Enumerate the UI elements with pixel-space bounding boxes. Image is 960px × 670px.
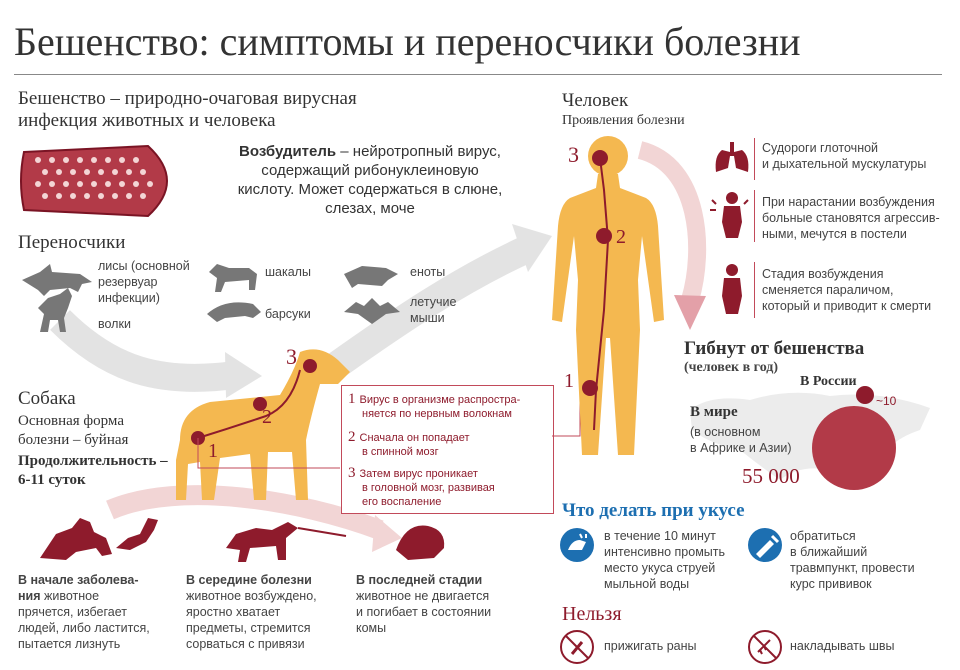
bats-label-2: мыши bbox=[410, 311, 445, 325]
virus-illustration bbox=[18, 140, 188, 222]
stage-early bbox=[18, 572, 178, 652]
human-lesion-2 bbox=[596, 228, 612, 244]
symptoms-arrowhead bbox=[674, 295, 706, 330]
pathogen-text-2: содержащий рибонуклеиновую bbox=[261, 162, 479, 179]
symptom-3-line-2: сменяется параличом, bbox=[762, 283, 894, 297]
symptom-1 bbox=[762, 140, 926, 172]
badger-icon bbox=[207, 302, 261, 322]
symptom-3-line-3: который и приводит к смерти bbox=[762, 299, 932, 313]
dont-cauterize: прижигать раны bbox=[604, 639, 697, 653]
foxes-label bbox=[98, 258, 190, 306]
paralysis-icon bbox=[712, 262, 755, 318]
stage-middle bbox=[186, 572, 346, 652]
todo-clinic bbox=[790, 528, 915, 592]
todo-clinic-2: в ближайший bbox=[790, 545, 868, 559]
dont-stitch: накладывать швы bbox=[790, 639, 895, 653]
stage-early-text-1: животное bbox=[40, 589, 100, 603]
world-note bbox=[690, 424, 792, 456]
stage-mid-text-3: предметы, стремится bbox=[186, 621, 311, 635]
todo-wash bbox=[604, 528, 725, 592]
syringe-icon bbox=[748, 528, 782, 562]
badgers-label: барсуки bbox=[265, 307, 311, 321]
page-title: Бешенство: симптомы и переносчики болезни bbox=[14, 19, 801, 64]
intro-line-1: Бешенство – природно-очаговая вирусная bbox=[18, 88, 357, 109]
dog-form-1: Основная форма bbox=[18, 413, 124, 429]
deaths-subheading: (человек в год) bbox=[684, 360, 779, 375]
dog-heading: Собака bbox=[18, 388, 76, 409]
spread-step-1-line-1: Вирус в организме распростра- bbox=[359, 394, 521, 406]
early-stage-person-icon bbox=[116, 518, 158, 550]
dog-number-3: 3 bbox=[286, 344, 297, 369]
dont-heading: Нельзя bbox=[562, 603, 622, 625]
foxes-label-2: резервуар bbox=[98, 275, 158, 289]
intro-text bbox=[18, 88, 357, 132]
raccoon-icon bbox=[344, 266, 398, 288]
spread-step-3-line-2: в головной мозг, развивая bbox=[362, 482, 495, 494]
mid-stage-dog-icon bbox=[226, 522, 298, 562]
symptom-2-line-1: При нарастании возбуждения bbox=[762, 195, 935, 209]
no-cauterize-icon bbox=[560, 630, 594, 664]
stage-mid-text-1: животное возбуждено, bbox=[186, 589, 317, 603]
agitated-person-icon bbox=[708, 190, 755, 242]
jackal-badger-icons bbox=[205, 258, 265, 328]
russia-bubble bbox=[856, 386, 874, 404]
symptom-2-line-3: ными, мечутся в постели bbox=[762, 227, 907, 241]
intro-line-2: инфекция животных и человека bbox=[18, 110, 276, 131]
stage-late-title: В последней стадии bbox=[356, 573, 483, 587]
todo-wash-4: мыльной воды bbox=[604, 577, 690, 591]
pathogen-text-1: – нейротропный вирус, bbox=[336, 143, 501, 160]
bats-label bbox=[410, 294, 456, 326]
symptom-3-line-1: Стадия возбуждения bbox=[762, 267, 884, 281]
stage-late-text-2: и погибает в состоянии bbox=[356, 605, 492, 619]
bat-icon bbox=[344, 298, 400, 324]
symptom-3 bbox=[762, 266, 931, 314]
russia-label: В России bbox=[800, 374, 857, 389]
spread-step-2-line-1: Сначала он попадает bbox=[359, 432, 470, 444]
spread-step-3-line-1: Затем вирус проникает bbox=[359, 468, 478, 480]
stage-silhouettes bbox=[36, 508, 456, 572]
spread-step-2-line-2: в спинной мозг bbox=[362, 446, 439, 458]
foxes-label-3: инфекции) bbox=[98, 291, 160, 305]
dog-lesion-3 bbox=[303, 359, 317, 373]
dog-duration bbox=[18, 452, 168, 490]
spread-step-3-number: 3 bbox=[348, 465, 356, 481]
symptom-1-line-2: и дыхательной мускулатуры bbox=[762, 157, 927, 171]
stage-late bbox=[356, 572, 526, 636]
stage-late-text-3: комы bbox=[356, 621, 387, 635]
human-lesion-3 bbox=[592, 150, 608, 166]
world-label: В мире bbox=[690, 404, 738, 420]
carriers-heading: Переносчики bbox=[18, 232, 126, 253]
stage-early-text-2: прячется, избегает bbox=[18, 605, 127, 619]
spread-step-2-number: 2 bbox=[348, 429, 356, 445]
human-figure bbox=[538, 130, 678, 465]
no-stitches-icon bbox=[748, 630, 782, 664]
spread-step-3-line-3: его воспаление bbox=[362, 496, 442, 508]
box-connector-lines bbox=[190, 380, 590, 490]
world-note-2: в Африке и Азии) bbox=[690, 441, 792, 455]
world-bubble bbox=[812, 406, 896, 490]
leash-icon bbox=[298, 528, 346, 536]
pathogen-text-4: слезах, моче bbox=[325, 200, 415, 217]
fox-wolf-icons bbox=[20, 258, 100, 338]
spread-step-1-number: 1 bbox=[348, 391, 356, 407]
jackals-label: шакалы bbox=[265, 265, 311, 279]
lungs-icon bbox=[712, 138, 755, 180]
stage-mid-text-2: яростно хватает bbox=[186, 605, 281, 619]
deaths-heading: Гибнут от бешенства bbox=[684, 338, 865, 359]
foxes-label-1: лисы (основной bbox=[98, 259, 190, 273]
dog-number-2: 2 bbox=[262, 406, 272, 428]
pathogen-description bbox=[200, 142, 540, 218]
human-number-3: 3 bbox=[568, 142, 579, 167]
world-note-1: (в основном bbox=[690, 425, 761, 439]
symptom-1-line-1: Судороги глоточной bbox=[762, 141, 879, 155]
pathogen-text-3: кислоту. Может содержаться в слюне, bbox=[237, 181, 503, 198]
bats-label-1: летучие bbox=[410, 295, 457, 309]
todo-clinic-3: травмпункт, провести bbox=[790, 561, 915, 575]
todo-wash-3: место укуса струей bbox=[604, 561, 716, 575]
pathogen-label: Возбудитель bbox=[239, 143, 337, 160]
dog-number-1: 1 bbox=[208, 440, 218, 462]
dog-duration-1: Продолжительность – bbox=[18, 453, 168, 469]
stage-early-text-4: пытается лизнуть bbox=[18, 637, 121, 651]
stage-early-title-2: ния bbox=[18, 589, 41, 603]
human-lesion-1 bbox=[582, 380, 598, 396]
human-subheading: Проявления болезни bbox=[562, 113, 685, 128]
early-stage-dog-icon bbox=[40, 518, 112, 560]
russia-value: ~10 bbox=[876, 394, 897, 408]
stage-mid-text-4: сорваться с привязи bbox=[186, 637, 305, 651]
stage-mid-title: В середине болезни bbox=[186, 573, 312, 587]
todo-wash-1: в течение 10 минут bbox=[604, 529, 716, 543]
raccoon-bat-icons bbox=[342, 258, 402, 328]
stage-late-text-1: животное не двигается bbox=[356, 589, 490, 603]
wash-hands-icon bbox=[560, 528, 594, 562]
todo-wash-2: интенсивно промыть bbox=[604, 545, 726, 559]
dog-form bbox=[18, 412, 128, 450]
wolves-label: волки bbox=[98, 317, 131, 331]
stage-early-title-1: В начале заболева- bbox=[18, 573, 139, 587]
stage-early-text-3: людей, либо ластится, bbox=[18, 621, 150, 635]
fox-icon bbox=[22, 264, 92, 296]
human-number-1: 1 bbox=[564, 370, 574, 392]
dog-form-2: болезни – буйная bbox=[18, 432, 129, 448]
symptom-2-line-2: больные становятся агрессив- bbox=[762, 211, 940, 225]
human-body bbox=[552, 174, 664, 455]
dog-duration-2: 6-11 суток bbox=[18, 472, 86, 488]
raccoons-label: еноты bbox=[410, 265, 446, 279]
todo-heading: Что делать при укусе bbox=[562, 500, 745, 521]
symptom-2 bbox=[762, 194, 940, 242]
jackal-icon bbox=[209, 264, 257, 292]
human-heading: Человек bbox=[562, 90, 629, 111]
late-stage-dog-icon bbox=[396, 526, 444, 561]
world-value: 55 000 bbox=[742, 464, 800, 488]
spread-step-1-line-2: няется по нервным волокнам bbox=[362, 408, 512, 420]
human-number-2: 2 bbox=[616, 226, 626, 248]
todo-clinic-4: курс прививок bbox=[790, 577, 872, 591]
todo-clinic-1: обратиться bbox=[790, 529, 856, 543]
